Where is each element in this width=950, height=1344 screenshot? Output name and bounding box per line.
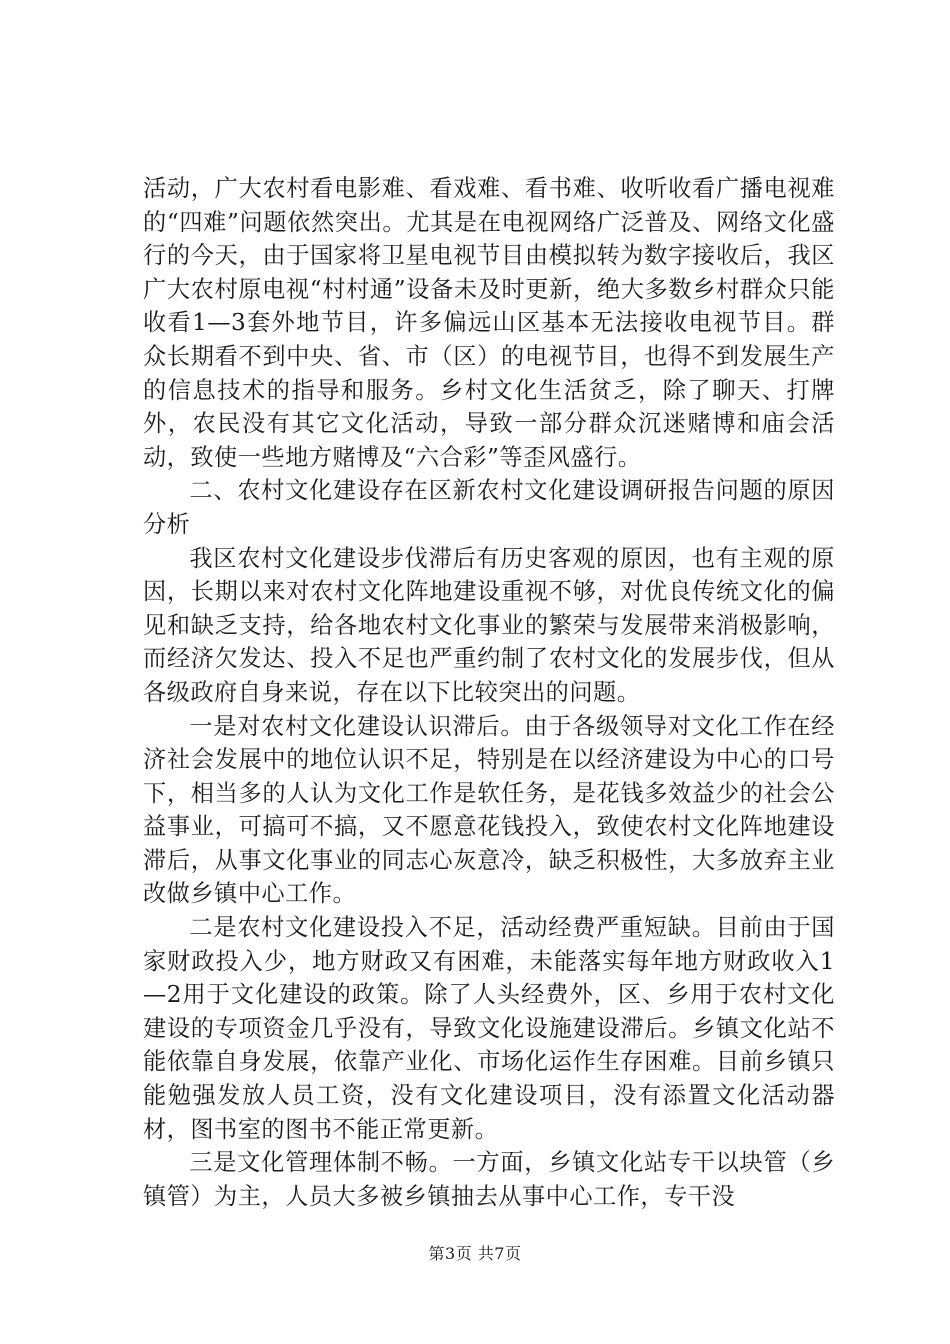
paragraph-5: 二是农村文化建设投入不足，活动经费严重短缺。目前由于国家财政投入少，地方财政又有困难，未能落实每年地方财政收入1—2用于文化建设的政策。除了人头经费外，区、乡用于农村文化建设的专项资金几乎没有，导致文化设施建设滞后。乡镇文化站不能依靠自身发展，依靠产业化、市场化运作生存困难。目前乡镇只能勉强发放人员工资，没有文化建设项目，没有添置文化活动器材，图书室的图书不能正常更新。 [143, 914, 835, 1143]
section-heading-2: 二、农村文化建设存在区新农村文化建设调研报告问题的原因分析 [143, 477, 835, 538]
page-number-footer: 第3页 共7页 [428, 1244, 522, 1263]
paragraph-4: 一是对农村文化建设认识滞后。由于各级领导对文化工作在经济社会发展中的地位认识不足，特别是在以经济建设为中心的口号下，相当多的人认为文化工作是软任务，是花钱多效益少的社会公益事业，可搞可不搞，又不愿意花钱投入，致使农村文化阵地建设滞后，从事文化事业的同志心灰意冷，缺乏积极性，大多放弃主业改做乡镇中心工作。 [143, 712, 835, 908]
paragraph-1: 活动，广大农村看电影难、看戏难、看书难、收听收看广播电视难的“四难”问题依然突出。尤其是在电视网络广泛普及、网络文化盛行的今天，由于国家将卫星电视节目由模拟转为数字接收后，我区广大农村原电视“村村通”设备未及时更新，绝大多数乡村群众只能收看1—3套外地节目，许多偏远山区基本无法接收电视节目。群众长期看不到中央、省、市（区）的电视节目，也得不到发展生产的信息技术的指导和服务。乡村文化生活贫乏，除了聊天、打牌外，农民没有其它文化活动，导致一部分群众沉迷赌博和庙会活动，致使一些地方赌博及“六合彩”等歪风盛行。 [143, 175, 835, 471]
document-body [143, 172, 835, 1213]
paragraph-3: 我区农村文化建设步伐滞后有历史客观的原因，也有主观的原因，长期以来对农村文化阵地建设重视不够，对优良传统文化的偏见和缺乏支持，给各地农村文化事业的繁荣与发展带来消极影响，而经济欠发达、投入不足也严重约制了农村文化的发展步伐，但从各级政府自身来说，存在以下比较突出的问题。 [143, 544, 835, 706]
paragraph-6: 三是文化管理体制不畅。一方面，乡镇文化站专干以块管（乡镇管）为主，人员大多被乡镇抽去从事中心工作，专干没 [143, 1149, 835, 1210]
